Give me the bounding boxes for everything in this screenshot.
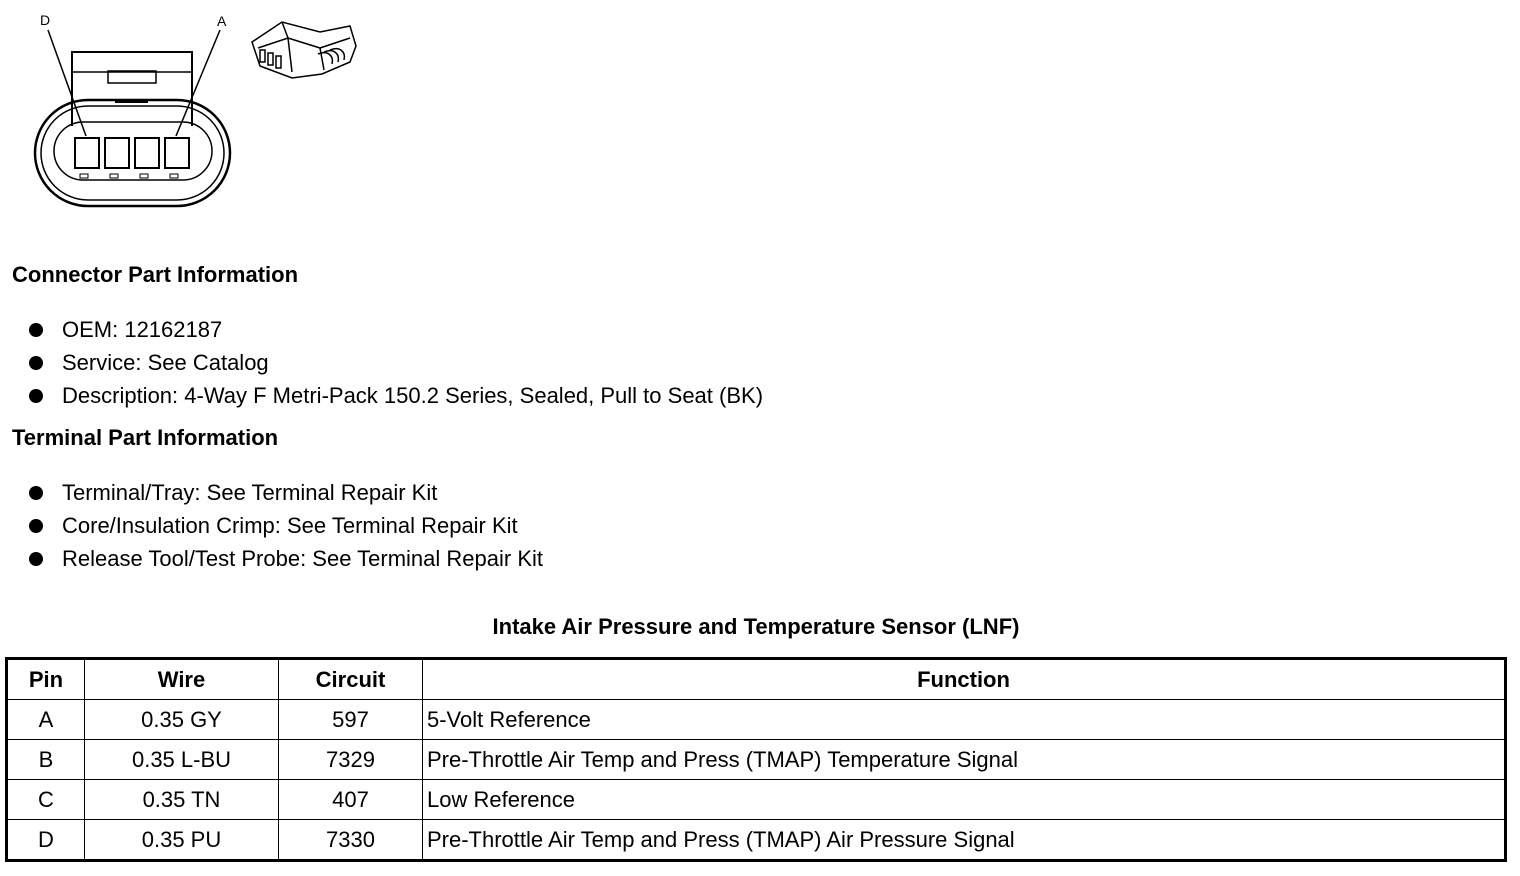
bullet-icon (29, 552, 43, 566)
list-item (0, 542, 543, 575)
cell-function: 5-Volt Reference (423, 700, 1506, 740)
connector-description: Description: 4-Way F Metri-Pack 150.2 Series, Sealed, Pull to Seat (BK) (62, 383, 764, 408)
table-row (7, 740, 1506, 780)
terminal-part-list (0, 476, 543, 575)
list-item (0, 476, 543, 509)
list-item (0, 313, 763, 346)
cell-function: Pre-Throttle Air Temp and Press (TMAP) Temperature Signal (423, 740, 1506, 780)
pin-label-a: A (217, 13, 227, 29)
header-circuit: Circuit (279, 659, 423, 700)
cell-pin: D (7, 820, 85, 861)
connector-part-list (0, 313, 763, 412)
cell-pin: A (7, 700, 85, 740)
terminal-part-heading: Terminal Part Information (12, 425, 279, 450)
header-pin: Pin (7, 659, 85, 700)
table-header-row (7, 659, 1506, 700)
list-item (0, 346, 763, 379)
cell-circuit: 407 (279, 780, 423, 820)
terminal-release-tool: Release Tool/Test Probe: See Terminal Repair Kit (62, 546, 543, 571)
cell-wire: 0.35 TN (85, 780, 279, 820)
cell-pin: B (7, 740, 85, 780)
connector-part-heading: Connector Part Information (12, 262, 299, 287)
connector-service: Service: See Catalog (62, 350, 269, 375)
header-function: Function (423, 659, 1506, 700)
list-item (0, 509, 543, 542)
cell-function: Pre-Throttle Air Temp and Press (TMAP) Air Pressure Signal (423, 820, 1506, 861)
cell-function: Low Reference (423, 780, 1506, 820)
cell-circuit: 7330 (279, 820, 423, 861)
table-row (7, 700, 1506, 740)
pinout-table (5, 657, 1507, 862)
cell-circuit: 7329 (279, 740, 423, 780)
table-row (7, 780, 1506, 820)
list-item (0, 379, 763, 412)
pin-label-d: D (40, 12, 51, 28)
cell-wire: 0.35 L-BU (85, 740, 279, 780)
cell-wire: 0.35 GY (85, 700, 279, 740)
connector-oem: OEM: 12162187 (62, 317, 223, 342)
cell-wire: 0.35 PU (85, 820, 279, 861)
table-title: Intake Air Pressure and Temperature Sensor (LNF) (492, 614, 1020, 639)
terminal-tray: Terminal/Tray: See Terminal Repair Kit (62, 480, 438, 505)
cell-circuit: 597 (279, 700, 423, 740)
bullet-icon (29, 356, 43, 370)
cell-pin: C (7, 780, 85, 820)
bullet-icon (29, 323, 43, 337)
header-wire: Wire (85, 659, 279, 700)
bullet-icon (29, 486, 43, 500)
table-row (7, 820, 1506, 861)
bullet-icon (29, 519, 43, 533)
connector-diagram (20, 4, 370, 216)
bullet-icon (29, 389, 43, 403)
terminal-crimp: Core/Insulation Crimp: See Terminal Repair Kit (62, 513, 518, 538)
